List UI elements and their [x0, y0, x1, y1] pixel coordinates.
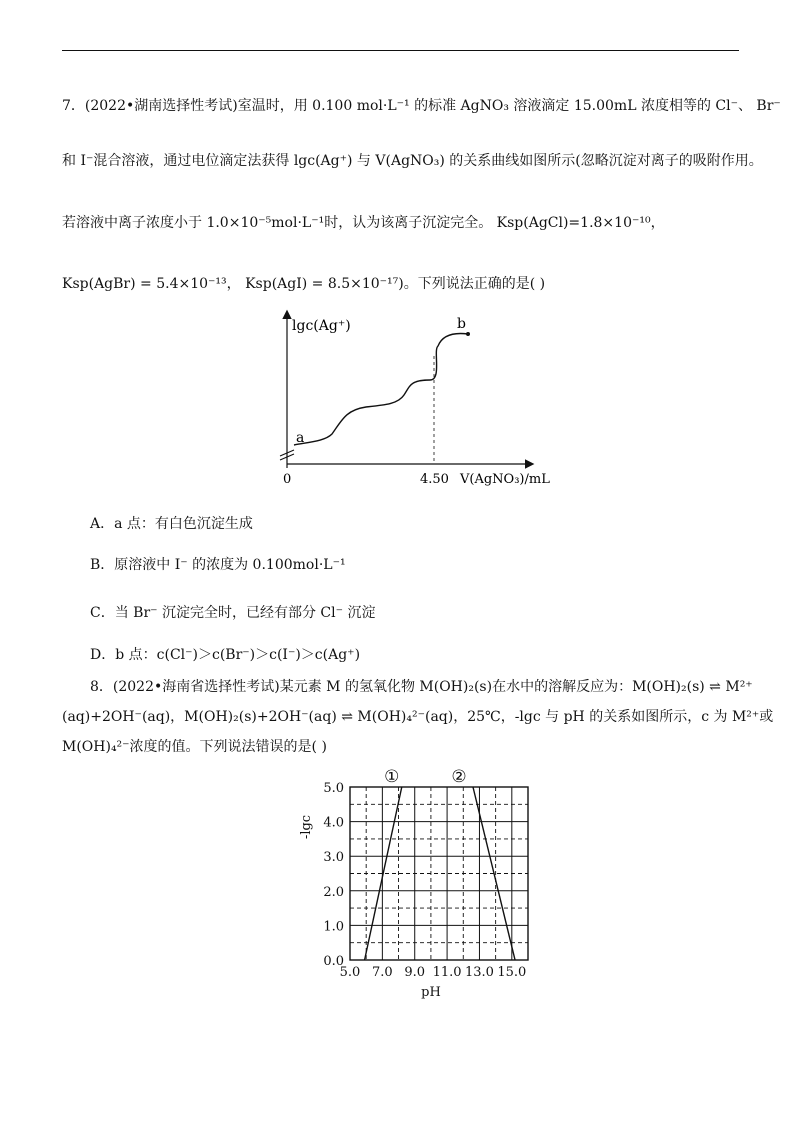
y-tick-label: 1.0: [323, 919, 344, 935]
q8-line-1: 8．(2022•海南省选择性考试)某元素 M 的氢氧化物 M(OH)₂(s)在水中的溶解反应为：M(OH)₂(s) ⇌ M²⁺: [90, 679, 753, 695]
q7-x-label: V(AgNO₃)/mL: [460, 472, 550, 487]
x-tick-label: 15.0: [497, 965, 527, 980]
x-tick-label: 9.0: [404, 965, 426, 980]
q8-line-3: M(OH)₄²⁻浓度的值。下列说法错误的是( ): [62, 739, 327, 755]
q7-line-2: 和 I⁻混合溶液，通过电位滴定法获得 lgc(Ag⁺) 与 V(AgNO₃) 的关系曲线如图所示(忽略沉淀对离子的吸附作用。: [62, 153, 763, 169]
header-rule: [62, 50, 739, 51]
q7-origin-label: 0: [283, 472, 292, 487]
q7-option-c: C．当 Br⁻ 沉淀完全时，已经有部分 Cl⁻ 沉淀: [90, 605, 376, 621]
q7-point-a-label: a: [296, 430, 305, 446]
series-label-2: ②: [451, 767, 467, 787]
y-tick-label: 2.0: [323, 884, 344, 900]
series-label-1: ①: [384, 767, 400, 787]
x-tick-label: 5.0: [339, 965, 361, 980]
q7-titration-graph: [270, 308, 570, 488]
series-line-1: [365, 787, 402, 960]
q7-x-tick-label: 4.50: [420, 472, 449, 487]
x-tick-label: 13.0: [464, 965, 494, 980]
y-tick-label: 3.0: [323, 850, 344, 866]
q8-ph-chart: [290, 765, 560, 1010]
y-tick-label: 0.0: [323, 954, 344, 969]
q7-line-1: 7．(2022•湖南选择性考试)室温时，用 0.100 mol·L⁻¹ 的标准 AgNO₃ 溶液滴定 15.00mL 浓度相等的 Cl⁻、 Br⁻: [62, 98, 781, 114]
q7-option-b: B．原溶液中 I⁻ 的浓度为 0.100mol·L⁻¹: [90, 557, 346, 573]
y-tick-label: 4.0: [323, 815, 344, 831]
chart-frame: [350, 787, 528, 960]
q7-point-b-label: b: [457, 316, 466, 332]
q7-line-3: 若溶液中离子浓度小于 1.0×10⁻⁵mol·L⁻¹时，认为该离子沉淀完全。 Ksp(AgCl)=1.8×10⁻¹⁰，: [62, 215, 665, 231]
y-axis-label: -lgc: [299, 814, 314, 840]
y-tick-label: 5.0: [323, 781, 344, 796]
q7-option-a: A．a 点：有白色沉淀生成: [90, 516, 253, 532]
x-axis-label: pH: [421, 985, 441, 1000]
q7-titration-curve: [294, 334, 468, 446]
q7-point-b: [466, 332, 470, 336]
q8-line-2: (aq)+2OH⁻(aq)，M(OH)₂(s)+2OH⁻(aq) ⇌ M(OH)₄²⁻(aq)，25℃，-lgc 与 pH 的关系如图所示，c 为 M²⁺或: [62, 709, 774, 725]
q7-option-d: D．b 点：c(Cl⁻)＞c(Br⁻)＞c(I⁻)＞c(Ag⁺): [90, 647, 361, 663]
x-tick-label: 11.0: [432, 965, 462, 980]
q7-line-4: Ksp(AgBr) = 5.4×10⁻¹³， Ksp(AgI) = 8.5×10⁻¹⁷)。下列说法正确的是( ): [62, 276, 546, 292]
x-tick-label: 7.0: [372, 965, 393, 980]
q7-y-label: lgc(Ag⁺): [292, 318, 351, 334]
